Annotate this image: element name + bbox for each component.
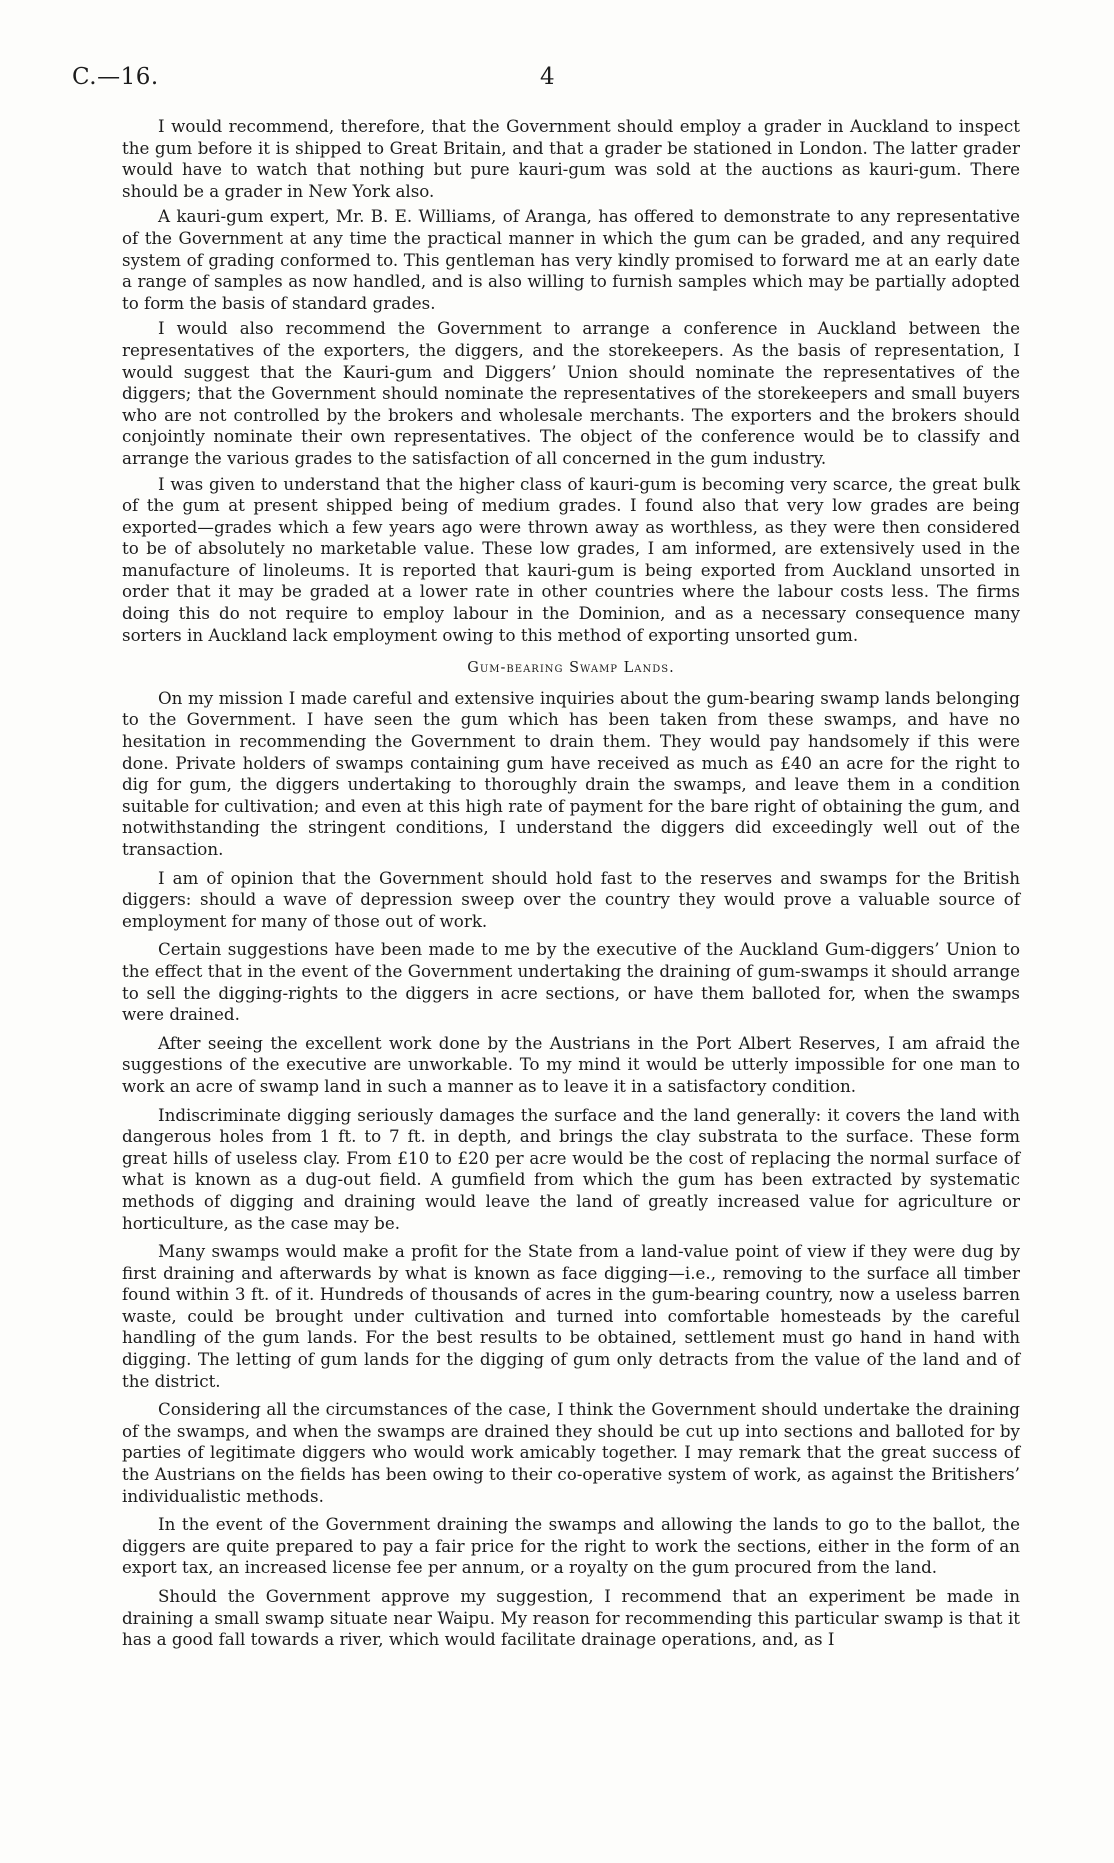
paragraph: Considering all the circumstances of the case, I think the Government should undertake the draining of the swamps, and when the swamps are drained they should be cut up into sections and balloted for by parties of legitimate diggers who would work amicably together. I may remark that the great success of the Austrians on the fields has been owing to their co-operative system of work, as against the Britishers’ individualistic methods. — [122, 1399, 1020, 1506]
paragraph: Should the Government approve my suggestion, I recommend that an experiment be made in draining a small swamp situate near Waipu. My reason for recommending this particular swamp is that it has a good fall towards a river, which would facilitate drainage operations, and, as I — [122, 1586, 1020, 1650]
paragraph: Indiscriminate digging seriously damages the surface and the land generally: it covers the land with dangerous holes from 1 ft. to 7 ft. in depth, and brings the clay substrata to the surface. These form great hills of useless clay. From £10 to £20 per acre would be the cost of replacing the normal surface of what is known as a dug-out field. A gumfield from which the gum has been extracted by systematic methods of digging and draining would leave the land of greatly increased value for agriculture or horticulture, as the case may be. — [122, 1104, 1020, 1233]
paragraph: I would recommend, therefore, that the Government should employ a grader in Auckland to inspect the gum before it is shipped to Great Britain, and that a grader be stationed in London. The latter grader would have to watch that nothing but pure kauri-gum was sold at the auctions as kauri-gum. There should be a grader in New York also. — [122, 116, 1020, 201]
paragraph: I was given to understand that the higher class of kauri-gum is becoming very scarce, the great bulk of the gum at present shipped being of medium grades. I found also that very low grades are being exported—grades which a few years ago were thrown away as worthless, as they were then considered to be of absolutely no marketable value. These low grades, I am informed, are extensively used in the manufacture of linoleums. It is reported that kauri-gum is being exported from Auckland unsorted in order that it may be graded at a lower rate in other countries where the labour costs less. The firms doing this do not require to employ labour in the Dominion, and as a necessary consequence many sorters in Auckland lack employment owing to this method of exporting unsorted gum. — [122, 473, 1020, 645]
paragraph: I am of opinion that the Government should hold fast to the reserves and swamps for the British diggers: should a wave of depression sweep over the country they would prove a valuable source of employment for many of those out of work. — [122, 867, 1020, 931]
paragraph: After seeing the excellent work done by the Austrians in the Port Albert Reserves, I am afraid the suggestions of the executive are unworkable. To my mind it would be utterly impossible for one man to work an acre of swamp land in such a manner as to leave it in a satisfactory condition. — [122, 1032, 1020, 1096]
page-number: 4 — [540, 64, 555, 90]
document-body — [122, 116, 1020, 1658]
paragraph: Certain suggestions have been made to me by the executive of the Auckland Gum-diggers’ Union to the effect that in the event of the Government undertaking the draining of gum-swamps it should arrange to sell the digging-rights to the diggers in acre sections, or have them balloted for, when the swamps were drained. — [122, 939, 1020, 1025]
section-heading: Gum-bearing Swamp Lands. — [467, 660, 675, 677]
paragraph: Many swamps would make a profit for the State from a land-value point of view if they were dug by first draining and afterwards by what is known as face digging—i.e., removing to the surface all timber found within 3 ft. of it. Hundreds of thousands of acres in the gum-bearing country, now a useless barren waste, could be brought under cultivation and turned into comfortable homesteads by the careful handling of the gum lands. For the best results to be obtained, settlement must go hand in hand with digging. The letting of gum lands for the digging of gum only detracts from the value of the land and of the district. — [122, 1241, 1020, 1391]
paragraph: In the event of the Government draining the swamps and allowing the lands to go to the ballot, the diggers are quite prepared to pay a fair price for the right to work the sections, either in the form of an export tax, an increased license fee per annum, or a royalty on the gum procured from the land. — [122, 1514, 1020, 1578]
paragraph: A kauri-gum expert, Mr. B. E. Williams, of Aranga, has offered to demonstrate to any representative of the Government at any time the practical manner in which the gum can be graded, and any required system of grading conformed to. This gentleman has very kindly promised to forward me at an early date a range of samples as now handled, and is also willing to furnish samples which may be partially adopted to form the basis of standard grades. — [122, 206, 1020, 313]
document-reference: C.—16. — [72, 64, 159, 90]
paragraph: On my mission I made careful and extensive inquiries about the gum-bearing swamp lands belonging to the Government. I have seen the gum which has been taken from these swamps, and have no hesitation in recommending the Government to drain them. They would pay handsomely if this were done. Private holders of swamps containing gum have received as much as £40 an acre for the right to dig for gum, the diggers undertaking to thoroughly drain the swamps, and leave them in a condition suitable for cultivation; and even at this high rate of payment for the bare right of obtaining the gum, and notwithstanding the stringent conditions, I understand the diggers did exceedingly well out of the transaction. — [122, 687, 1020, 859]
paragraph: I would also recommend the Government to arrange a conference in Auckland between the representatives of the exporters, the diggers, and the storekeepers. As the basis of representation, I would suggest that the Kauri-gum and Diggers’ Union should nominate the representatives of the diggers; that the Government should nominate the representatives of the storekeepers and small buyers who are not controlled by the brokers and wholesale merchants. The exporters and the brokers should conjointly nominate their own representatives. The object of the conference would be to classify and arrange the various grades to the satisfaction of all concerned in the gum industry. — [122, 318, 1020, 468]
